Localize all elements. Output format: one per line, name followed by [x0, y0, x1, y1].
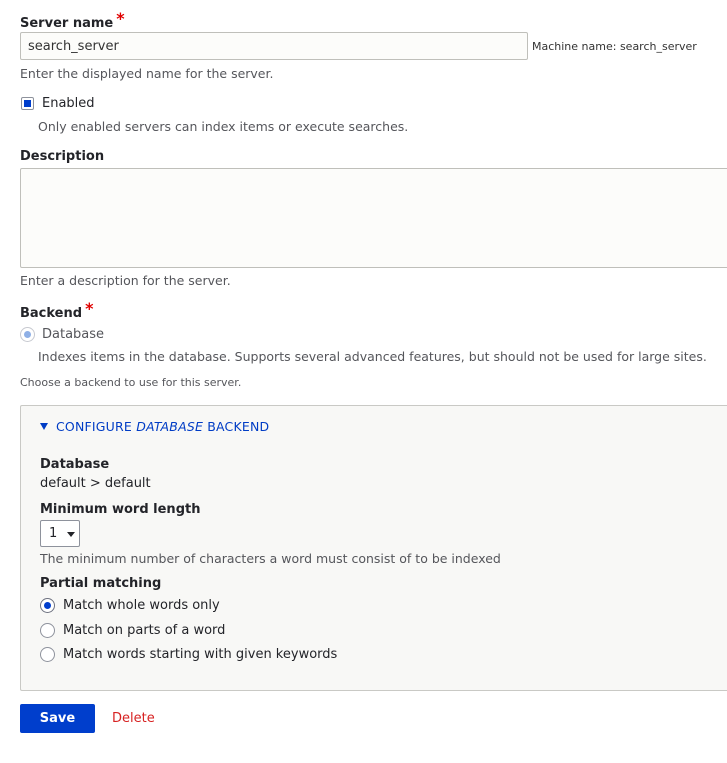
- radio-dot-icon: [44, 602, 51, 609]
- configure-backend-summary[interactable]: [40, 419, 269, 434]
- backend-database-label[interactable]: Database: [42, 327, 105, 342]
- min-word-length-value: 1: [49, 526, 58, 541]
- database-value: default > default: [40, 476, 151, 491]
- enabled-description: Only enabled servers can index items or execute searches.: [38, 119, 409, 134]
- description-textarea[interactable]: [20, 168, 727, 268]
- backend-database-description: Indexes items in the database. Supports several advanced features, but should not be used for large sites.: [38, 349, 707, 364]
- min-word-length-help: The minimum number of characters a word must consist of to be indexed: [40, 551, 501, 566]
- delete-link[interactable]: Delete: [112, 711, 155, 726]
- checkbox-check-icon: [24, 100, 31, 107]
- server-name-label: [20, 9, 125, 31]
- enabled-checkbox[interactable]: [21, 97, 34, 110]
- backend-database-radio[interactable]: [20, 327, 35, 342]
- summary-suffix: BACKEND: [203, 419, 270, 434]
- partial-matching-label: Partial matching: [40, 576, 162, 591]
- machine-name: Machine name: search_server: [532, 40, 697, 53]
- backend-label: [20, 299, 94, 321]
- partial-matching-option-label[interactable]: Match on parts of a word: [63, 623, 226, 638]
- radio-dot-icon: [24, 331, 31, 338]
- database-label: Database: [40, 457, 110, 472]
- required-marker: *: [116, 9, 125, 28]
- summary-prefix: CONFIGURE: [56, 419, 137, 434]
- server-name-label-text: Server name: [20, 16, 114, 31]
- required-marker: *: [85, 299, 94, 318]
- partial-matching-radio-whole[interactable]: [40, 598, 55, 613]
- partial-matching-radio-starting[interactable]: [40, 647, 55, 662]
- partial-matching-radio-parts[interactable]: [40, 623, 55, 638]
- backend-label-text: Backend: [20, 306, 83, 321]
- description-label: Description: [20, 149, 105, 164]
- partial-matching-option-label[interactable]: Match whole words only: [63, 598, 220, 613]
- server-name-description: Enter the displayed name for the server.: [20, 66, 274, 81]
- enabled-label[interactable]: Enabled: [42, 96, 95, 111]
- backend-help: Choose a backend to use for this server.: [20, 376, 242, 389]
- server-name-input[interactable]: [20, 32, 528, 60]
- save-button[interactable]: Save: [20, 704, 95, 733]
- chevron-down-icon: [40, 423, 48, 430]
- partial-matching-option-label[interactable]: Match words starting with given keywords: [63, 647, 338, 662]
- min-word-length-label: Minimum word length: [40, 502, 201, 517]
- summary-em: DATABASE: [136, 419, 204, 434]
- min-word-length-select[interactable]: [40, 520, 80, 547]
- chevron-down-icon: [67, 532, 75, 537]
- description-help: Enter a description for the server.: [20, 273, 231, 288]
